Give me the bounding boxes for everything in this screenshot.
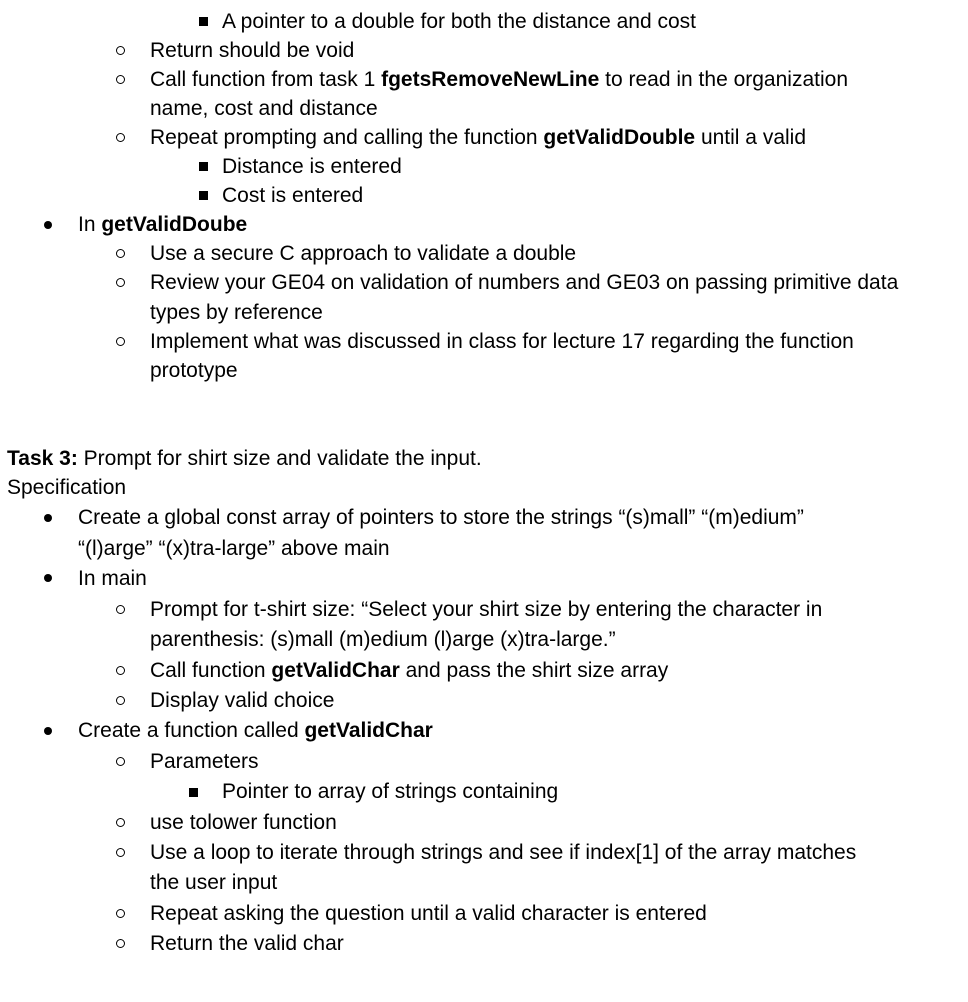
list-item: Review your GE04 on validation of numbers and GE03 on passing primitive data — [150, 271, 899, 294]
list-item-continuation: types by reference — [150, 301, 323, 324]
list-item: Pointer to array of strings containing — [222, 780, 559, 803]
specification-label: Specification — [7, 476, 127, 499]
square-bullet-icon — [189, 788, 198, 797]
list-item-continuation: the user input — [150, 871, 278, 894]
list-item-continuation: prototype — [150, 359, 238, 382]
circle-bullet-icon — [116, 75, 125, 84]
list-item-continuation: parenthesis: (s)mall (m)edium (l)arge (x)tra-large.” — [150, 628, 616, 651]
task-heading: Task 3: Prompt for shirt size and validate the input. — [7, 447, 482, 470]
disc-bullet-icon — [44, 221, 52, 229]
circle-bullet-icon — [116, 278, 125, 287]
circle-bullet-icon — [116, 696, 125, 705]
circle-bullet-icon — [116, 939, 125, 948]
circle-bullet-icon — [116, 909, 125, 918]
disc-bullet-icon — [44, 727, 52, 735]
list-item: Cost is entered — [222, 184, 364, 207]
list-item: Prompt for t-shirt size: “Select your shirt size by entering the character in — [150, 598, 823, 621]
disc-bullet-icon — [44, 574, 52, 582]
circle-bullet-icon — [116, 818, 125, 827]
list-item: Use a secure C approach to validate a double — [150, 242, 577, 265]
circle-bullet-icon — [116, 848, 125, 857]
list-item: Use a loop to iterate through strings and see if index[1] of the array matches — [150, 841, 857, 864]
circle-bullet-icon — [116, 133, 125, 142]
disc-bullet-icon — [44, 514, 52, 522]
list-item: Return the valid char — [150, 932, 344, 955]
list-item: A pointer to a double for both the distance and cost — [222, 10, 696, 33]
square-bullet-icon — [199, 191, 208, 200]
list-item: Parameters — [150, 750, 259, 773]
list-item: use tolower function — [150, 811, 337, 834]
list-item: Distance is entered — [222, 155, 402, 178]
list-item-continuation: “(l)arge” “(x)tra-large” above main — [78, 537, 390, 560]
list-item: In getValidDoube — [78, 213, 248, 236]
list-item: Return should be void — [150, 39, 355, 62]
circle-bullet-icon — [116, 605, 125, 614]
list-item: Repeat prompting and calling the function getValidDouble until a valid — [150, 126, 807, 149]
list-item: Create a global const array of pointers to store the strings “(s)mall” “(m)edium” — [78, 506, 804, 529]
circle-bullet-icon — [116, 337, 125, 346]
square-bullet-icon — [199, 162, 208, 171]
circle-bullet-icon — [116, 46, 125, 55]
list-item: Call function getValidChar and pass the shirt size array — [150, 659, 669, 682]
list-item: Create a function called getValidChar — [78, 719, 433, 742]
list-item: Implement what was discussed in class for lecture 17 regarding the function — [150, 330, 854, 353]
list-item: In main — [78, 567, 147, 590]
square-bullet-icon — [199, 17, 208, 26]
list-item-continuation: name, cost and distance — [150, 97, 378, 120]
circle-bullet-icon — [116, 757, 125, 766]
list-item: Display valid choice — [150, 689, 335, 712]
list-item: Call function from task 1 fgetsRemoveNewLine to read in the organization — [150, 68, 848, 91]
circle-bullet-icon — [116, 249, 125, 258]
list-item: Repeat asking the question until a valid character is entered — [150, 902, 707, 925]
circle-bullet-icon — [116, 666, 125, 675]
